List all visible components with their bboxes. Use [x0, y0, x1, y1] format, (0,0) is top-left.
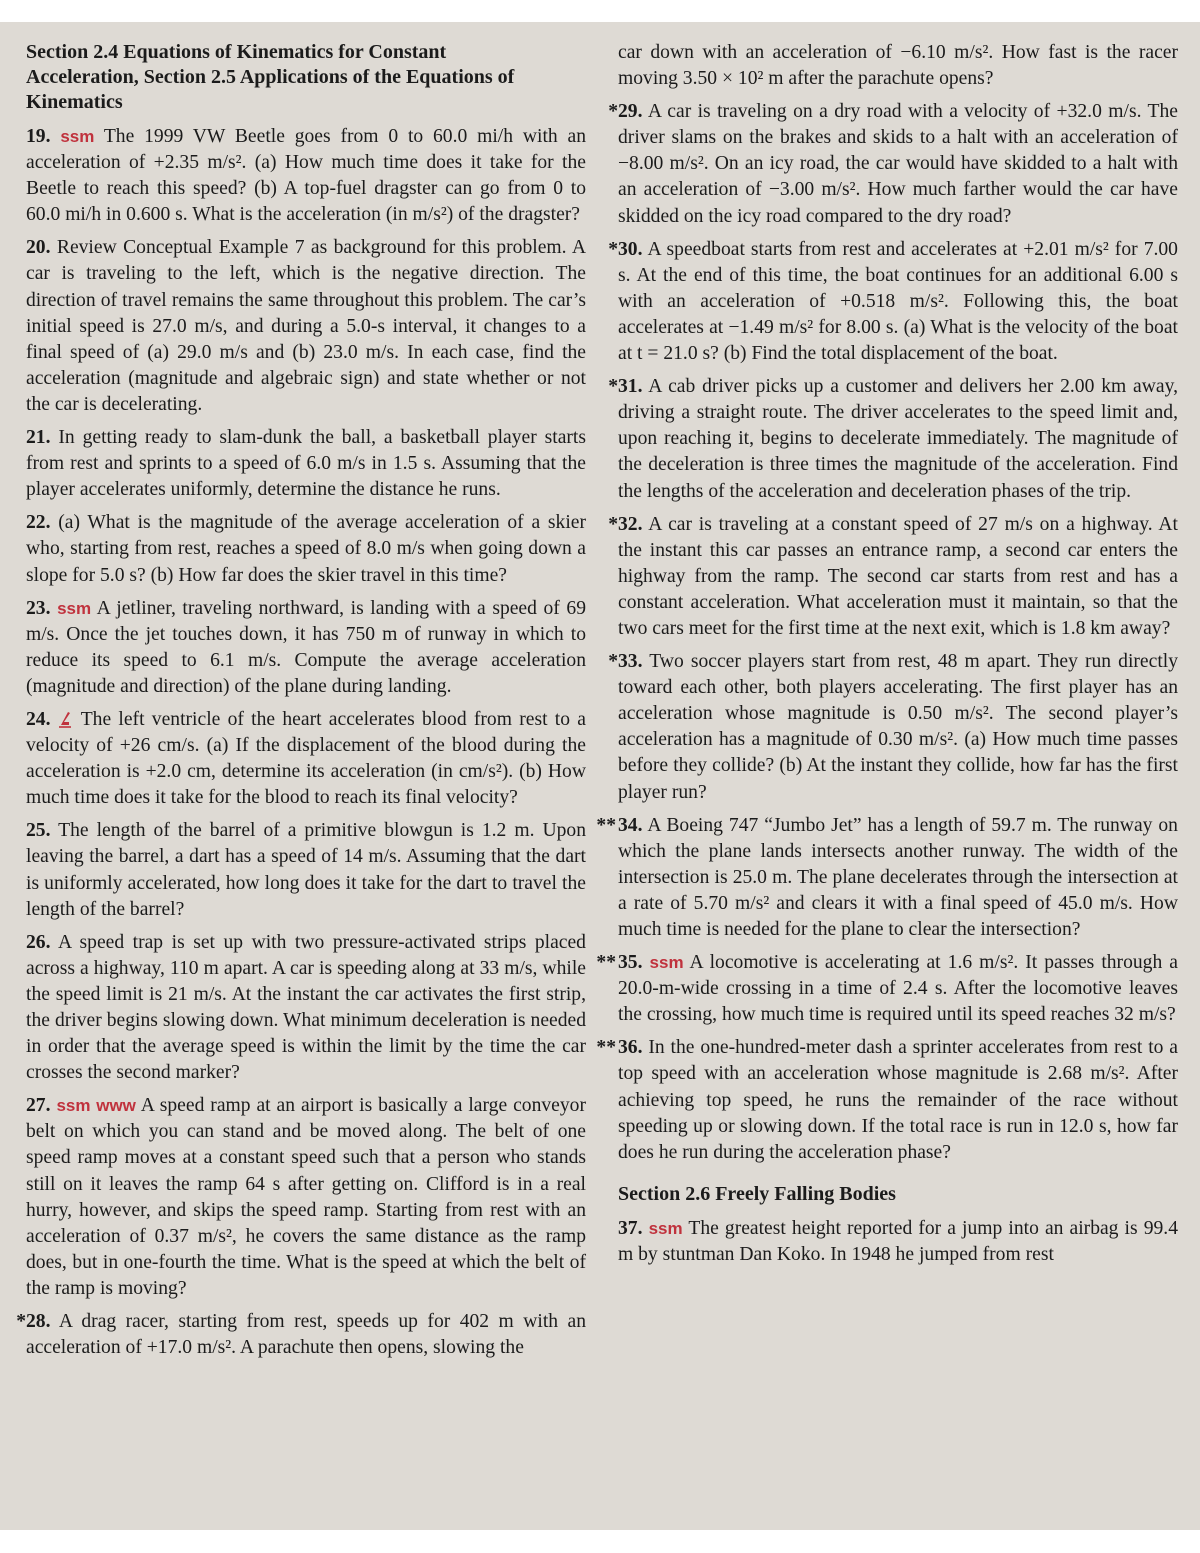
problem-28-continuation: car down with an acceleration of −6.10 m/s². How fast is the racer moving 3.50 × 10² m after the parachute opens?: [618, 42, 1178, 90]
textbook-page: [0, 22, 1200, 1530]
problem-27: [26, 1093, 586, 1302]
difficulty-stars: **: [596, 814, 616, 836]
problem-text: A speed trap is set up with two pressure-activated strips placed across a highway, 110 m apart. A car is speeding along at 33 m/s, while the speed limit is 21 m/s. At the instant the car activates the first strip, the driver begins slowing down. What minimum deceleration is needed in order that the average speed is within the limit by the time the car crosses the second marker?: [26, 931, 586, 1084]
problem-text: In the one-hundred-meter dash a sprinter accelerates from rest to a top speed with an acceleration whose magnitude is 2.68 m/s². After achieving top speed, he runs the remainder of the race without speeding up or slowing down. If the total race is run in 12.0 s, how far does he run during the acceleration phase?: [618, 1037, 1178, 1163]
left-column: [16, 40, 586, 1368]
difficulty-stars: *: [608, 651, 618, 673]
section-heading-2-6: Section 2.6 Freely Falling Bodies: [618, 1182, 896, 1205]
section-heading-2-4: Section 2.4 Equations of Kinematics for Constant Acceleration, Section 2.5 Applications of the Equations of Kinematics: [26, 41, 515, 113]
problem-20: [26, 235, 586, 418]
problem-34: [596, 813, 1178, 943]
problem-text: A locomotive is accelerating at 1.6 m/s². It passes through a 20.0-m-wide crossing in a time of 2.4 s. After the locomotive leaves the crossing, how much time is required until its speed reaches 32 m/s?: [618, 952, 1178, 1026]
problem-19: [26, 124, 586, 228]
problem-text: The greatest height reported for a jump into an airbag is 99.4 m by stuntman Dan Koko. In 1948 he jumped from rest: [618, 1217, 1179, 1265]
problem-21: [26, 425, 586, 503]
problem-31: [608, 374, 1179, 504]
problem-24: [26, 707, 586, 811]
difficulty-stars: *: [608, 101, 618, 123]
problem-text: The left ventricle of the heart accelerates blood from rest to a velocity of +26 cm/s. (a) If the displacement of the blood during the acceleration is +2.0 cm, determine its acceleration (in cm/s²). (b) How much time does it take for the blood to reach its final velocity?: [26, 708, 586, 809]
problem-number: 21.: [26, 427, 51, 449]
difficulty-stars: **: [596, 952, 616, 974]
problem-29: [608, 99, 1178, 229]
problem-36: [596, 1035, 1178, 1165]
problem-26: [26, 930, 586, 1087]
ssm-tag: ssm: [60, 127, 95, 146]
problem-number: 34.: [618, 814, 643, 836]
problem-text: (a) What is the magnitude of the average acceleration of a skier who, starting from rest, reaches a speed of 8.0 m/s when going down a slope for 5.0 s? (b) How far does the skier travel in this time?: [26, 512, 586, 586]
problem-number: 31.: [618, 376, 643, 398]
problem-text: A Boeing 747 “Jumbo Jet” has a length of 59.7 m. The runway on which the plane lands intersects another runway. The width of the intersection is 25.0 m. The plane decelerates through the intersection at a rate of 5.70 m/s² and clears it with a final speed of 45.0 m/s. How much time is needed for the plane to clear the intersection?: [618, 814, 1178, 940]
problem-text: The length of the barrel of a primitive blowgun is 1.2 m. Upon leaving the barrel, a dart has a speed of 14 m/s. Assuming that the dart is uniformly accelerated, how long does it take for the dart to travel the length of the barrel?: [26, 820, 586, 920]
problem-number: 27.: [26, 1095, 51, 1117]
problem-text: A cab driver picks up a customer and delivers her 2.00 km away, driving a straight route. The driver accelerates to the speed limit and, upon reaching it, begins to decelerate immediately. The magnitude of the deceleration is three times the magnitude of the acceleration. Find the lengths of the acceleration and deceleration phases of the trip.: [618, 376, 1179, 502]
problem-number: 29.: [618, 101, 643, 123]
problem-text: A car is traveling on a dry road with a velocity of +32.0 m/s. The driver slams on the brakes and skids to a halt with an acceleration of −8.00 m/s². On an icy road, the car would have skidded to a halt with an acceleration of −3.00 m/s². How much farther would the car have skidded on the icy road compared to the dry road?: [618, 101, 1178, 227]
problem-25: [26, 818, 586, 922]
problem-37: [618, 1216, 1178, 1268]
problem-number: 37.: [618, 1217, 643, 1239]
problem-text: A jetliner, traveling northward, is landing with a speed of 69 m/s. Once the jet touches down, it has 750 m of runway in which to reduce its speed to 6.1 m/s. Compute the average acceleration (magnitude and direction) of the plane during landing.: [26, 597, 586, 697]
ssm-tag: ssm: [649, 953, 684, 973]
biomedical-icon: [58, 710, 72, 728]
ssm-tag: ssm: [57, 598, 92, 618]
problem-text: The 1999 VW Beetle goes from 0 to 60.0 mi/h with an acceleration of +2.35 m/s². (a) How much time does it take for the Beetle to reach this speed? (b) A top-fuel dragster can go from 0 to 60.0 mi/h in 0.600 s. What is the acceleration (in m/s²) of the dragster?: [26, 126, 586, 226]
problem-number: 30.: [618, 238, 643, 260]
problem-text: Two soccer players start from rest, 48 m apart. They run directly toward each other, both players accelerating. The first player has an acceleration whose magnitude is 0.50 m/s². The second player’s acceleration has a magnitude of 0.30 m/s². (a) How much time passes before they collide? (b) At the instant they collide, how far has the first player run?: [618, 651, 1178, 803]
problem-text: A car is traveling at a constant speed of 27 m/s on a highway. At the instant this car passes an entrance ramp, a second car enters the highway from the ramp. The second car starts from rest and has a constant acceleration. What acceleration must it maintain, so that the two cars meet for the first time at the next exit, which is 1.8 km away?: [618, 513, 1178, 639]
problem-text: A speedboat starts from rest and accelerates at +2.01 m/s² for 7.00 s. At the end of this time, the boat continues for an additional 6.00 s with an acceleration of +0.518 m/s². Following this, the boat accelerates at −1.49 m/s² for 8.00 s. (a) What is the velocity of the boat at t = 21.0 s? (b) Find the total displacement of the boat.: [618, 238, 1178, 365]
problem-number: 25.: [26, 820, 51, 842]
difficulty-stars: *: [608, 376, 618, 398]
problem-number: 33.: [618, 651, 643, 673]
problem-23: [26, 596, 586, 700]
problem-text: A speed ramp at an airport is basically a large conveyor belt on which you can stand and be moved along. The belt of one speed ramp moves at a constant speed such that a person who stands still on it leaves the ramp 64 s after getting on. Clifford is in a real hurry, however, and skips the speed ramp. Starting from rest with an acceleration of 0.37 m/s², he covers the same distance as the ramp does, but in one-fourth the time. What is the speed at which the belt of the ramp is moving?: [26, 1095, 586, 1299]
difficulty-stars: *: [608, 513, 618, 535]
right-column: [596, 40, 1179, 1275]
problem-text: A drag racer, starting from rest, speeds up for 402 m with an acceleration of +17.0 m/s². A parachute then opens, slowing the: [26, 1311, 586, 1359]
difficulty-stars: **: [596, 1037, 616, 1059]
problem-text: In getting ready to slam-dunk the ball, a basketball player starts from rest and sprints to a speed of 6.0 m/s in 1.5 s. Assuming that the player accelerates uniformly, determine the distance he runs.: [26, 427, 586, 501]
problem-33: [608, 649, 1178, 806]
difficulty-stars: *: [608, 238, 618, 260]
problem-22: [26, 510, 586, 588]
problem-number: 20.: [26, 237, 51, 259]
problem-number: 19.: [26, 126, 51, 147]
ssm-tag: ssm: [648, 1218, 683, 1238]
problem-text: Review Conceptual Example 7 as background for this problem. A car is traveling to the left, which is the negative direction. The direction of travel remains the same throughout this problem. The car’s initial speed is 27.0 m/s, and during a 5.0-s interval, it changes to a final speed of (a) 29.0 m/s and (b) 23.0 m/s. In each case, find the acceleration (magnitude and algebraic sign) and state whether or not the car is decelerating.: [26, 237, 586, 415]
problem-number: 35.: [618, 952, 643, 974]
problem-number: 32.: [618, 513, 643, 535]
problem-number: 26.: [26, 931, 51, 953]
problem-number: 28.: [26, 1311, 51, 1333]
problem-number: 24.: [26, 708, 51, 730]
problem-number: 36.: [618, 1037, 643, 1059]
problem-28: [16, 1309, 586, 1361]
problem-35: [596, 950, 1178, 1028]
ssm-www-tag: ssm www: [56, 1096, 136, 1116]
problem-32: [608, 512, 1178, 642]
problem-30: [608, 237, 1178, 367]
problem-number: 22.: [26, 512, 51, 534]
difficulty-stars: *: [16, 1311, 26, 1333]
problem-number: 23.: [26, 597, 51, 619]
